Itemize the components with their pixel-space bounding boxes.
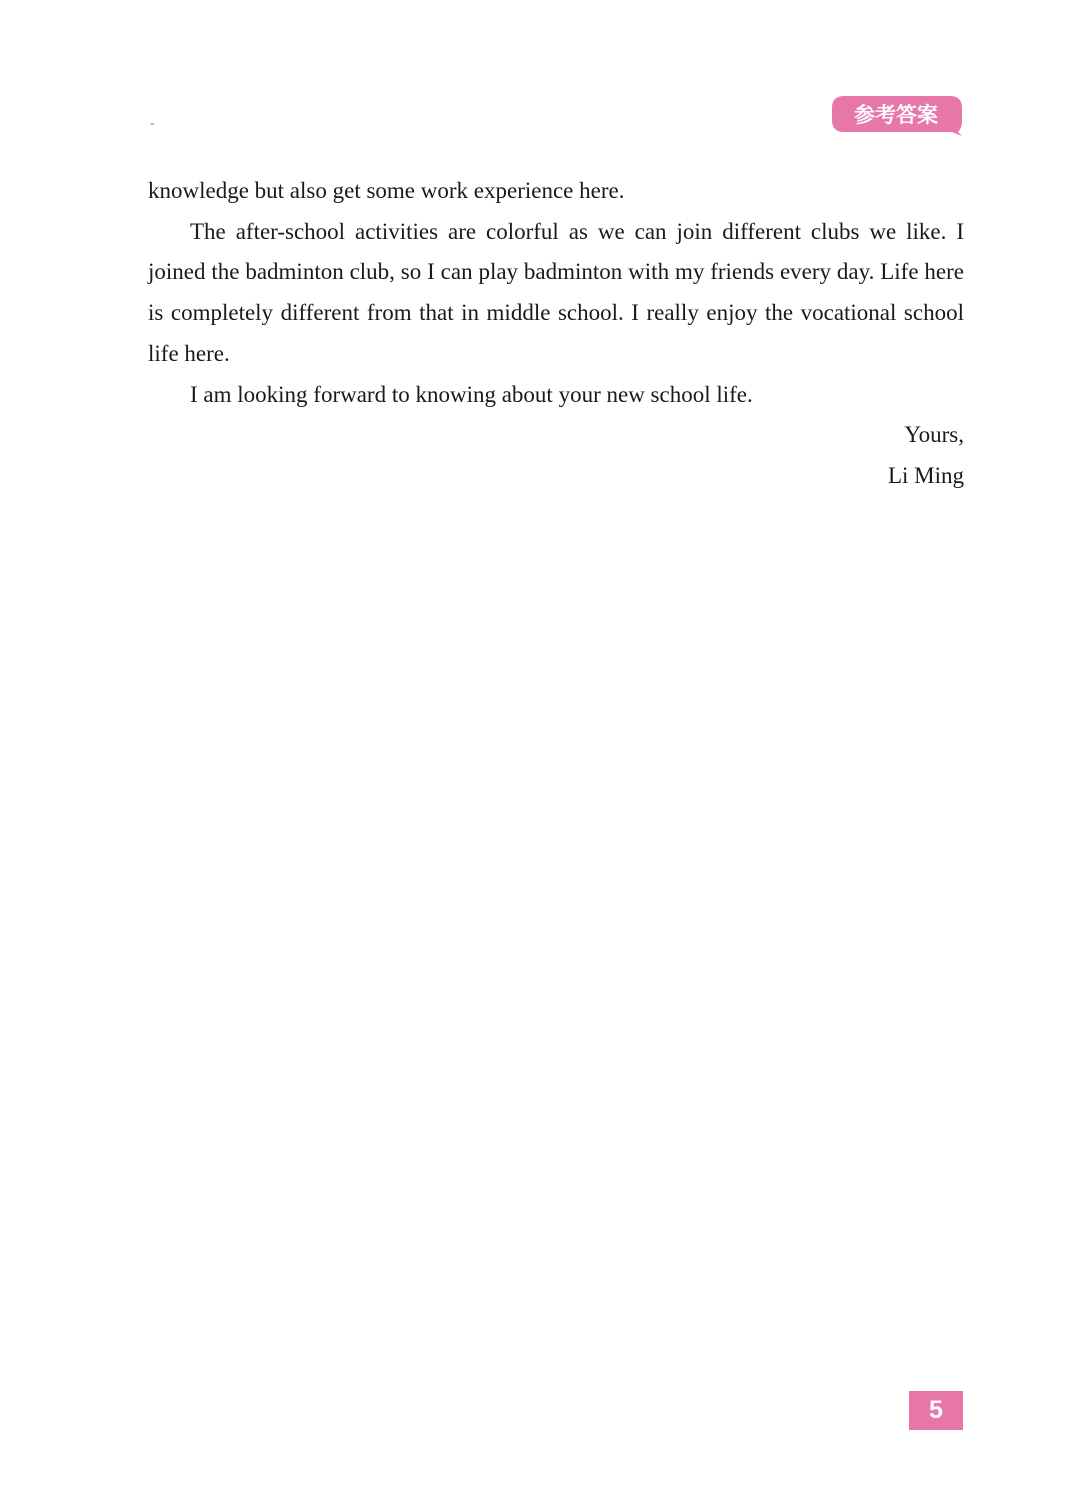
- paragraph-closing-wish: I am looking forward to knowing about your new school life.: [190, 381, 753, 407]
- answer-key-badge: [830, 92, 964, 138]
- answer-key-label: 参考答案: [854, 103, 938, 127]
- paragraph-continuation: knowledge but also get some work experience here.: [148, 178, 625, 203]
- paragraph-activities: The after-school activities are colorful as we can join different clubs we like. I joined the badminton club, so I can play badminton with my friends every day. Life here is completely different from that in middle school. I really enjoy the vocational school life here.: [148, 218, 964, 366]
- header-marker: -: [150, 116, 155, 131]
- closing-salutation: Yours,: [904, 422, 964, 448]
- signature: Li Ming: [887, 462, 964, 488]
- letter-body: [148, 171, 964, 497]
- page-number: 5: [909, 1391, 963, 1430]
